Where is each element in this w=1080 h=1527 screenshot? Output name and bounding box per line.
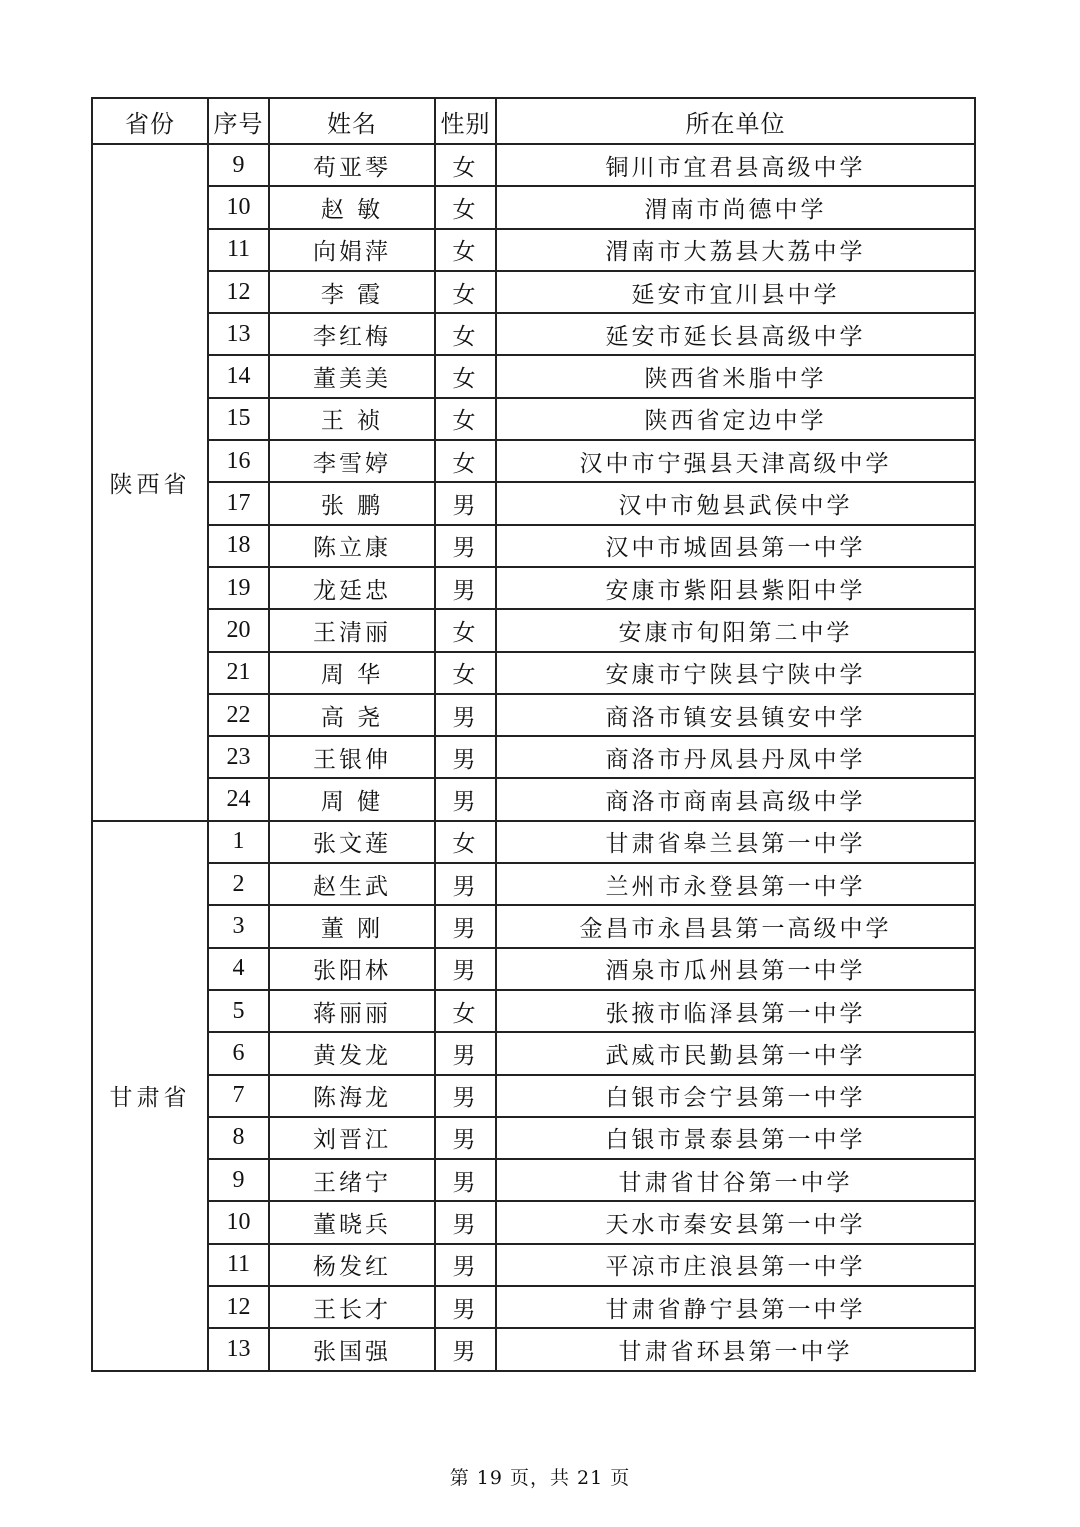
unit-cell: 渭南市尚德中学: [496, 186, 975, 228]
name-cell: 王长才: [269, 1286, 435, 1328]
name-cell: 张 鹏: [269, 482, 435, 524]
gender-cell: 男: [435, 694, 496, 736]
gender-cell: 女: [435, 398, 496, 440]
seq-cell: 4: [208, 948, 269, 990]
seq-cell: 24: [208, 778, 269, 820]
gender-cell: 男: [435, 778, 496, 820]
unit-cell: 延安市延长县高级中学: [496, 313, 975, 355]
header-province: 省份: [92, 98, 208, 144]
seq-cell: 12: [208, 1286, 269, 1328]
unit-cell: 甘肃省静宁县第一中学: [496, 1286, 975, 1328]
gender-cell: 男: [435, 567, 496, 609]
seq-cell: 6: [208, 1032, 269, 1074]
gender-cell: 男: [435, 863, 496, 905]
gender-cell: 男: [435, 1286, 496, 1328]
gender-cell: 女: [435, 186, 496, 228]
unit-cell: 渭南市大荔县大荔中学: [496, 229, 975, 271]
seq-cell: 9: [208, 144, 269, 186]
seq-cell: 8: [208, 1117, 269, 1159]
province-cell: 陕西省: [92, 144, 208, 821]
gender-cell: 男: [435, 1117, 496, 1159]
unit-cell: 安康市紫阳县紫阳中学: [496, 567, 975, 609]
name-cell: 张国强: [269, 1328, 435, 1370]
table-row: [92, 778, 975, 820]
table-row: [92, 313, 975, 355]
table-row: [92, 567, 975, 609]
seq-cell: 13: [208, 1328, 269, 1370]
gender-cell: 男: [435, 525, 496, 567]
table-row: [92, 609, 975, 651]
unit-cell: 甘肃省甘谷第一中学: [496, 1159, 975, 1201]
unit-cell: 商洛市镇安县镇安中学: [496, 694, 975, 736]
name-cell: 赵 敏: [269, 186, 435, 228]
gender-cell: 女: [435, 609, 496, 651]
unit-cell: 安康市旬阳第二中学: [496, 609, 975, 651]
table-row: [92, 1244, 975, 1286]
gender-cell: 女: [435, 355, 496, 397]
name-cell: 张阳林: [269, 948, 435, 990]
seq-cell: 11: [208, 229, 269, 271]
gender-cell: 男: [435, 948, 496, 990]
table-row: [92, 398, 975, 440]
name-cell: 张文莲: [269, 821, 435, 863]
seq-cell: 9: [208, 1159, 269, 1201]
gender-cell: 女: [435, 144, 496, 186]
name-cell: 杨发红: [269, 1244, 435, 1286]
table-row: [92, 1201, 975, 1243]
table-row: [92, 440, 975, 482]
table-row: [92, 1032, 975, 1074]
seq-cell: 17: [208, 482, 269, 524]
unit-cell: 白银市景泰县第一中学: [496, 1117, 975, 1159]
seq-cell: 15: [208, 398, 269, 440]
table-row: [92, 229, 975, 271]
unit-cell: 延安市宜川县中学: [496, 271, 975, 313]
seq-cell: 22: [208, 694, 269, 736]
unit-cell: 平凉市庄浪县第一中学: [496, 1244, 975, 1286]
name-cell: 董 刚: [269, 905, 435, 947]
header-row: [92, 98, 975, 144]
table-row: [92, 905, 975, 947]
table-row: [92, 694, 975, 736]
unit-cell: 汉中市勉县武侯中学: [496, 482, 975, 524]
province-cell: 甘肃省: [92, 821, 208, 1371]
unit-cell: 甘肃省皋兰县第一中学: [496, 821, 975, 863]
table-row: [92, 525, 975, 567]
table-row: [92, 863, 975, 905]
name-cell: 董晓兵: [269, 1201, 435, 1243]
name-cell: 李雪婷: [269, 440, 435, 482]
name-cell: 蒋丽丽: [269, 990, 435, 1032]
unit-cell: 甘肃省环县第一中学: [496, 1328, 975, 1370]
table-body: [92, 144, 975, 1371]
name-cell: 周 健: [269, 778, 435, 820]
table-row: [92, 990, 975, 1032]
seq-cell: 10: [208, 186, 269, 228]
gender-cell: 男: [435, 905, 496, 947]
unit-cell: 安康市宁陕县宁陕中学: [496, 652, 975, 694]
gender-cell: 女: [435, 652, 496, 694]
table-row: [92, 186, 975, 228]
gender-cell: 男: [435, 1159, 496, 1201]
unit-cell: 武威市民勤县第一中学: [496, 1032, 975, 1074]
table-row: [92, 1075, 975, 1117]
seq-cell: 2: [208, 863, 269, 905]
name-cell: 王银伸: [269, 736, 435, 778]
table-row: [92, 948, 975, 990]
table-row: [92, 355, 975, 397]
gender-cell: 女: [435, 229, 496, 271]
unit-cell: 商洛市丹凤县丹凤中学: [496, 736, 975, 778]
table-row: [92, 144, 975, 186]
table-row: [92, 482, 975, 524]
seq-cell: 10: [208, 1201, 269, 1243]
name-cell: 陈立康: [269, 525, 435, 567]
table-row: [92, 1117, 975, 1159]
seq-cell: 12: [208, 271, 269, 313]
seq-cell: 21: [208, 652, 269, 694]
name-cell: 高 尧: [269, 694, 435, 736]
name-cell: 向娟萍: [269, 229, 435, 271]
unit-cell: 酒泉市瓜州县第一中学: [496, 948, 975, 990]
name-cell: 王绪宁: [269, 1159, 435, 1201]
name-cell: 刘晋江: [269, 1117, 435, 1159]
name-cell: 王 祯: [269, 398, 435, 440]
table-row: [92, 1328, 975, 1370]
seq-cell: 11: [208, 1244, 269, 1286]
unit-cell: 张掖市临泽县第一中学: [496, 990, 975, 1032]
gender-cell: 男: [435, 1032, 496, 1074]
unit-cell: 汉中市城固县第一中学: [496, 525, 975, 567]
unit-cell: 陕西省米脂中学: [496, 355, 975, 397]
seq-cell: 5: [208, 990, 269, 1032]
gender-cell: 女: [435, 313, 496, 355]
seq-cell: 7: [208, 1075, 269, 1117]
page-footer: 第 19 页，共 21 页: [449, 1467, 631, 1489]
name-cell: 王清丽: [269, 609, 435, 651]
gender-cell: 男: [435, 1244, 496, 1286]
table-row: [92, 1286, 975, 1328]
seq-cell: 13: [208, 313, 269, 355]
gender-cell: 女: [435, 821, 496, 863]
seq-cell: 1: [208, 821, 269, 863]
roster-table: [91, 97, 976, 1372]
name-cell: 李 霞: [269, 271, 435, 313]
gender-cell: 男: [435, 1328, 496, 1370]
seq-cell: 19: [208, 567, 269, 609]
seq-cell: 23: [208, 736, 269, 778]
seq-cell: 3: [208, 905, 269, 947]
name-cell: 董美美: [269, 355, 435, 397]
unit-cell: 兰州市永登县第一中学: [496, 863, 975, 905]
table-row: [92, 821, 975, 863]
name-cell: 赵生武: [269, 863, 435, 905]
unit-cell: 铜川市宜君县高级中学: [496, 144, 975, 186]
unit-cell: 天水市秦安县第一中学: [496, 1201, 975, 1243]
gender-cell: 男: [435, 1201, 496, 1243]
gender-cell: 女: [435, 990, 496, 1032]
header-seq: 序号: [208, 98, 269, 144]
seq-cell: 18: [208, 525, 269, 567]
header-unit: 所在单位: [496, 98, 975, 144]
header-name: 姓名: [269, 98, 435, 144]
unit-cell: 陕西省定边中学: [496, 398, 975, 440]
table-row: [92, 1159, 975, 1201]
table-row: [92, 271, 975, 313]
header-gender: 性别: [435, 98, 496, 144]
table-row: [92, 652, 975, 694]
table-row: [92, 736, 975, 778]
seq-cell: 14: [208, 355, 269, 397]
name-cell: 李红梅: [269, 313, 435, 355]
name-cell: 陈海龙: [269, 1075, 435, 1117]
name-cell: 黄发龙: [269, 1032, 435, 1074]
seq-cell: 20: [208, 609, 269, 651]
gender-cell: 男: [435, 482, 496, 524]
gender-cell: 男: [435, 1075, 496, 1117]
gender-cell: 男: [435, 736, 496, 778]
unit-cell: 白银市会宁县第一中学: [496, 1075, 975, 1117]
gender-cell: 女: [435, 440, 496, 482]
name-cell: 周 华: [269, 652, 435, 694]
seq-cell: 16: [208, 440, 269, 482]
gender-cell: 女: [435, 271, 496, 313]
name-cell: 龙廷忠: [269, 567, 435, 609]
name-cell: 苟亚琴: [269, 144, 435, 186]
unit-cell: 汉中市宁强县天津高级中学: [496, 440, 975, 482]
unit-cell: 商洛市商南县高级中学: [496, 778, 975, 820]
unit-cell: 金昌市永昌县第一高级中学: [496, 905, 975, 947]
